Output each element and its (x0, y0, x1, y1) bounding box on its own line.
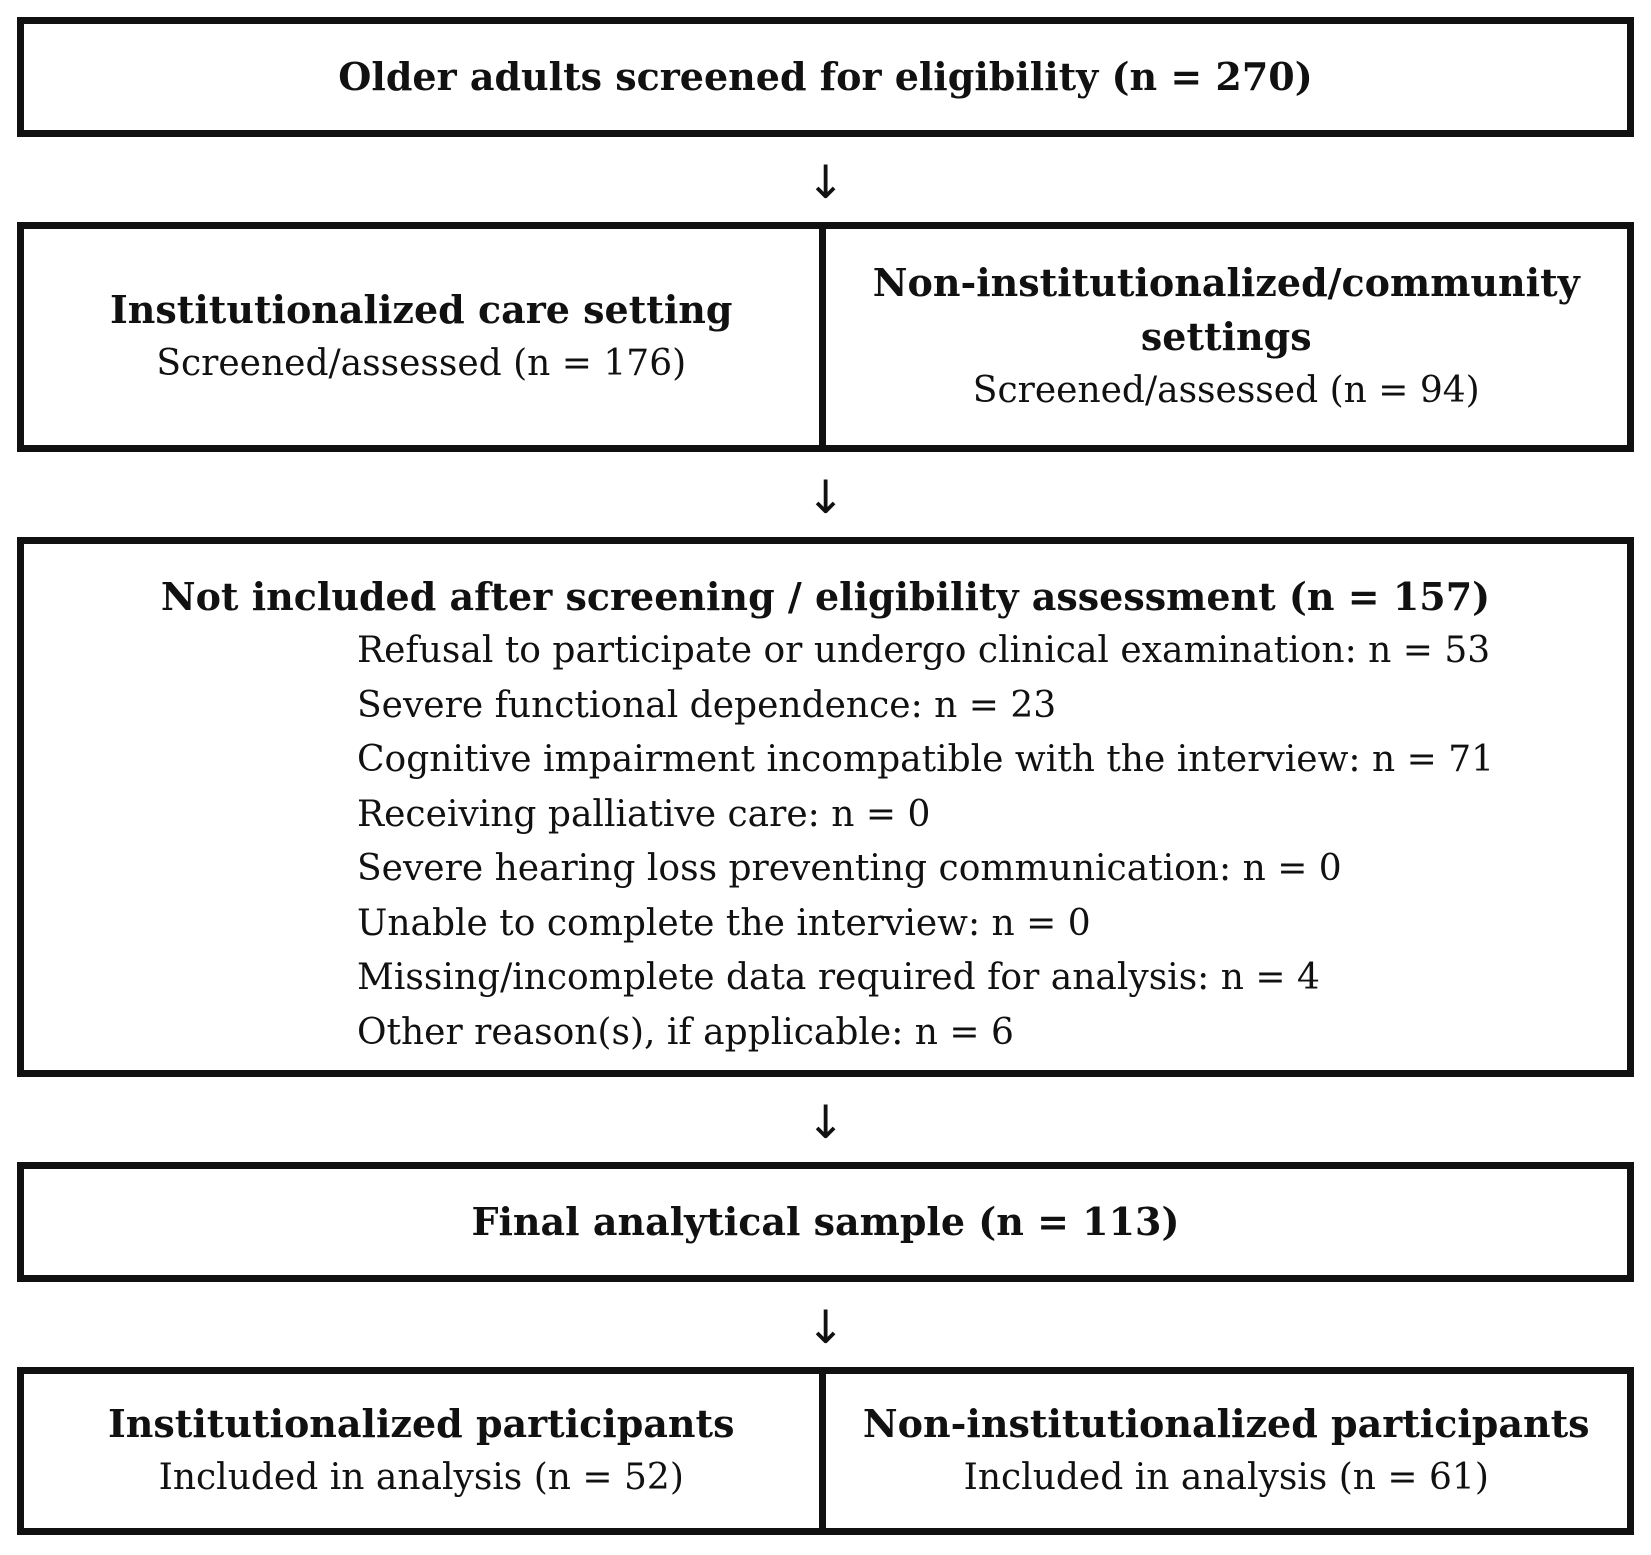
final-sample-title: Final analytical sample (n = 113) (471, 1199, 1180, 1244)
exclusions-box (17, 537, 1634, 1077)
exclusion-reason: Severe hearing loss preventing communication: n = 0 (357, 848, 1342, 889)
exclusion-reason: Missing/incomplete data required for analysis: n = 4 (357, 957, 1320, 998)
institutionalized-setting-detail: Screened/assessed (n = 176) (156, 343, 687, 384)
institutionalized-group-title: Institutionalized participants (107, 1401, 735, 1446)
screened-box (17, 17, 1634, 137)
community-setting-title-line1: Non-institutionalized/community (872, 260, 1580, 305)
final-sample-box (17, 1162, 1634, 1282)
exclusion-reason: Other reason(s), if applicable: n = 6 (357, 1011, 1014, 1053)
institutionalized-setting-title: Institutionalized care setting (110, 287, 733, 332)
non-institutionalized-group-cell (826, 1374, 1628, 1528)
institutionalized-group-cell (24, 1374, 826, 1528)
community-setting-title-line2: settings (1140, 314, 1312, 359)
exclusion-reason: Severe functional dependence: n = 23 (357, 684, 1057, 726)
community-setting-cell (826, 229, 1628, 445)
settings-box (17, 222, 1634, 452)
exclusion-reason: Cognitive impairment incompatible with the interview: n = 71 (357, 739, 1495, 780)
arrow-down-icon: ↓ (806, 155, 845, 209)
exclusion-reason: Unable to complete the interview: n = 0 (357, 902, 1091, 944)
exclusions-title: Not included after screening / eligibility assessment (n = 157) (160, 574, 1491, 619)
arrow-down-icon: ↓ (806, 470, 845, 524)
institutionalized-group-detail: Included in analysis (n = 52) (158, 1457, 684, 1498)
exclusion-reason: Receiving palliative care: n = 0 (357, 793, 931, 835)
exclusion-reasons-list (357, 624, 1494, 1060)
screened-title: Older adults screened for eligibility (n = 270) (338, 54, 1313, 99)
non-institutionalized-group-title: Non-institutionalized participants (862, 1401, 1590, 1446)
arrow-down-icon: ↓ (806, 1300, 845, 1354)
groups-box (17, 1367, 1634, 1535)
arrow-down-icon: ↓ (806, 1095, 845, 1149)
institutionalized-setting-cell (24, 229, 826, 445)
community-setting-detail: Screened/assessed (n = 94) (972, 370, 1480, 411)
non-institutionalized-group-detail: Included in analysis (n = 61) (963, 1457, 1489, 1498)
exclusion-reason: Refusal to participate or undergo clinical examination: n = 53 (357, 630, 1491, 671)
